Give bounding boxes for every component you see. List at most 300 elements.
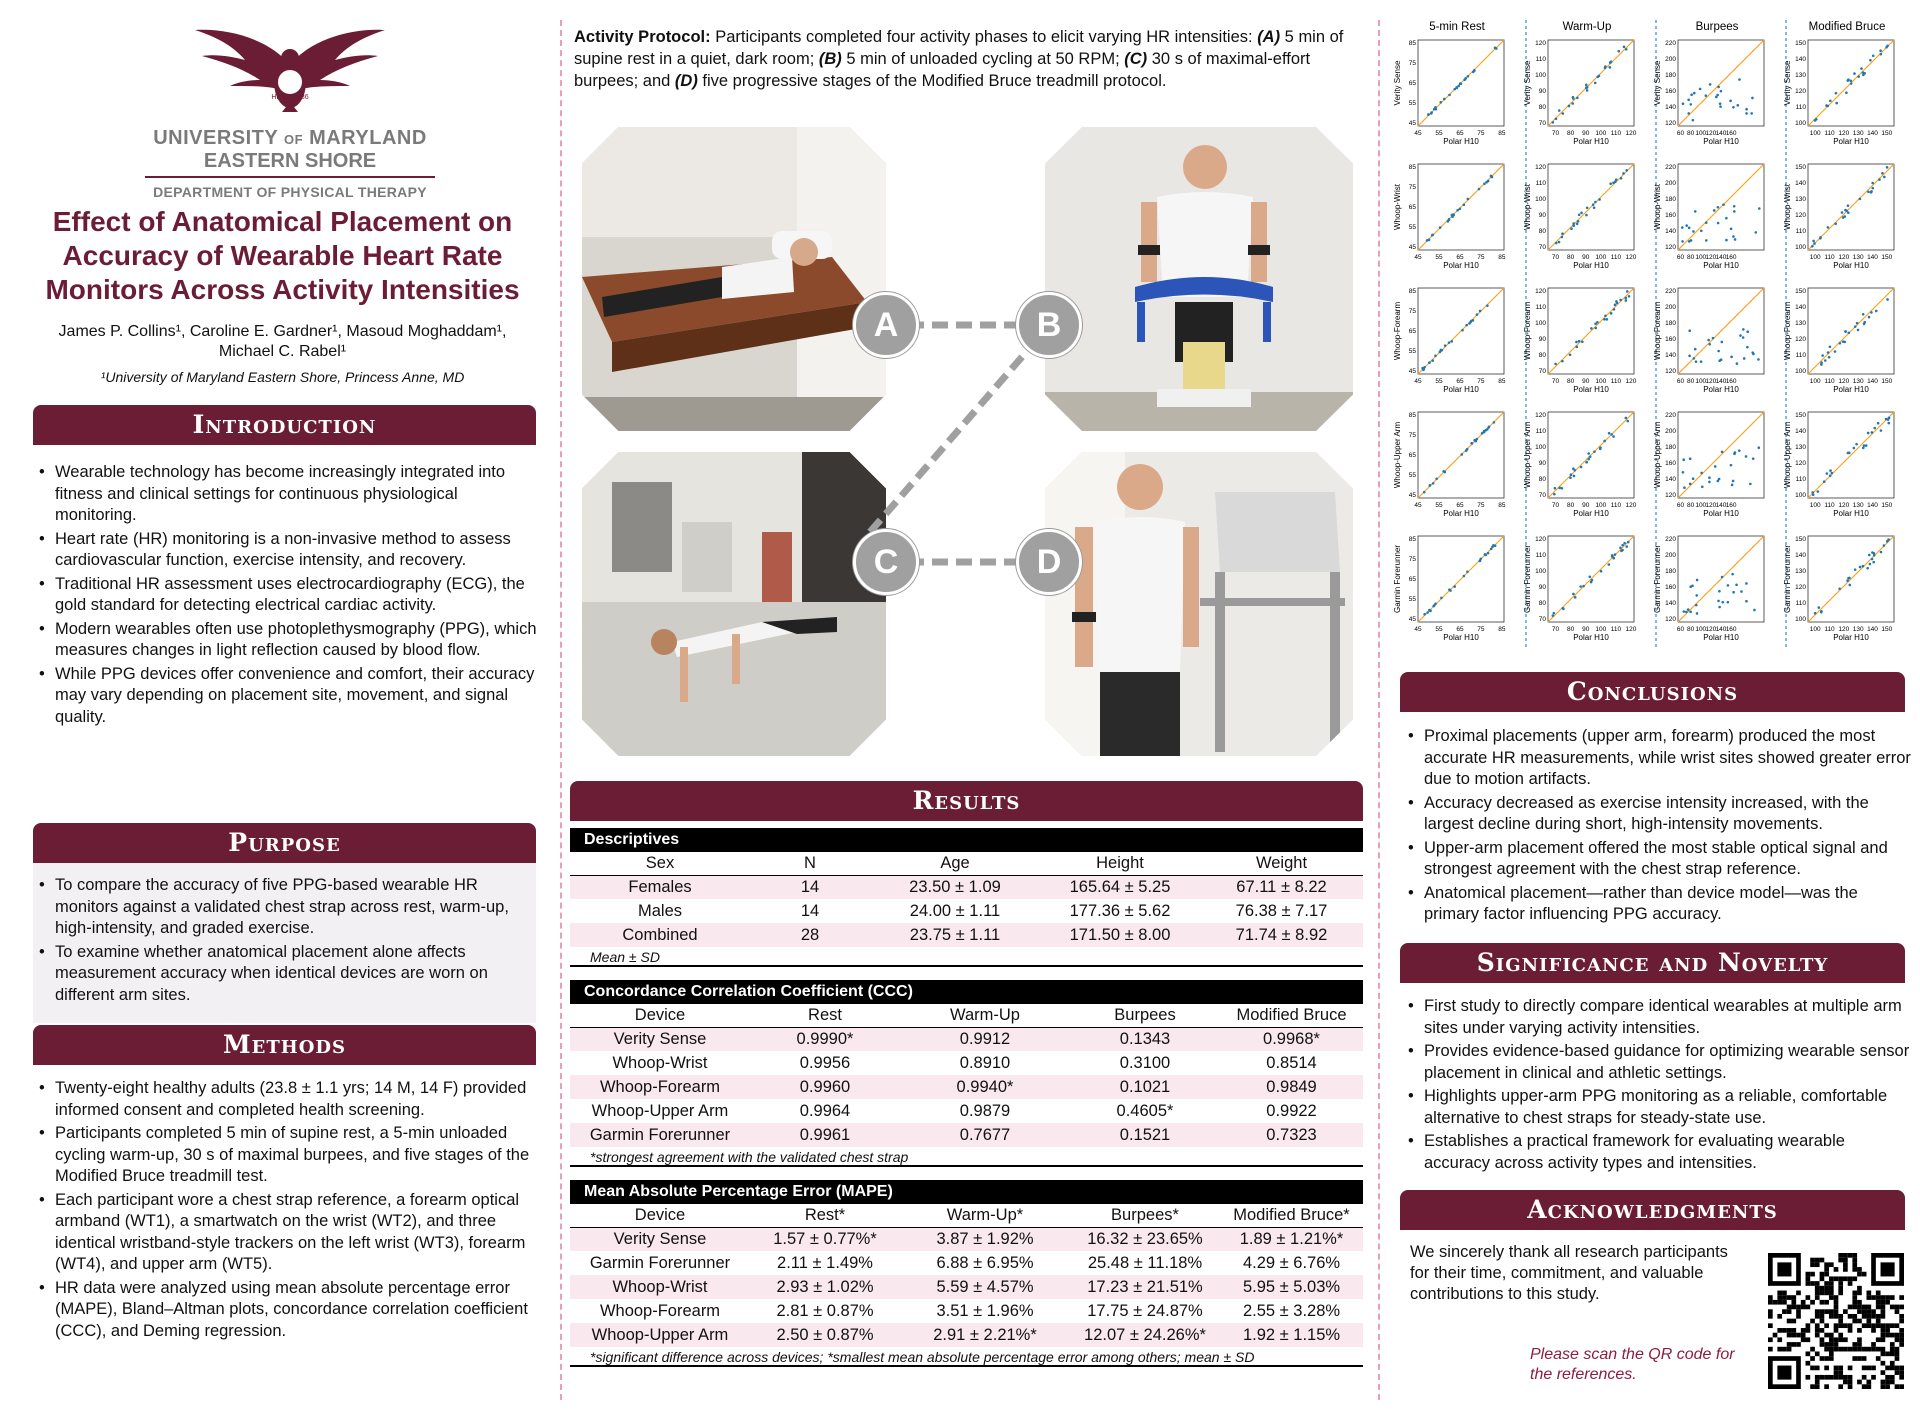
- scatter-point: [1730, 228, 1733, 231]
- x-tick-label: 140: [1867, 378, 1878, 385]
- methods-heading: Methods: [33, 1025, 536, 1065]
- ccc-table: [570, 980, 1363, 1167]
- scatter-point: [1466, 570, 1469, 573]
- column-header: Device: [570, 1004, 750, 1027]
- scatter-point: [1713, 209, 1716, 212]
- x-tick-label: 140: [1867, 502, 1878, 509]
- activity-protocol: Activity Protocol: Participants completed four activity phases to elicit varying HR intensities: (A) 5 min of supine rest in a quiet, dark room; (B) 5 min of unloaded cycling at 50 RPM; (C) 30 s of maximal-effort burpees; and (D) five progressive stages of the Modified Bruce treadmill protocol.: [574, 28, 1344, 90]
- y-tick-label: 150: [1795, 536, 1806, 543]
- x-tick-label: 70: [1551, 254, 1560, 261]
- table-cell: 0.7323: [1220, 1123, 1363, 1147]
- y-tick-label: 140: [1665, 228, 1676, 235]
- table-cell: 171.50 ± 8.00: [1040, 923, 1200, 947]
- y-axis-label: Verity Sense: [1653, 60, 1662, 106]
- scatter-point: [1465, 324, 1468, 327]
- scatter-point: [1689, 483, 1692, 486]
- x-tick-label: 130: [1852, 626, 1864, 633]
- x-tick-label: 100: [1695, 254, 1707, 261]
- table-cell: 4.29 ± 6.76%: [1242, 1253, 1341, 1272]
- scatter-point: [1694, 210, 1697, 213]
- scatter-point: [1757, 358, 1760, 361]
- y-tick-label: 80: [1538, 104, 1546, 111]
- table-cell: 1.92 ± 1.15%: [1220, 1323, 1363, 1347]
- qr-scan-note: Please scan the QR code for the references.: [1530, 1346, 1735, 1383]
- x-tick-label: 90: [1582, 378, 1590, 385]
- scatter-point: [1692, 230, 1695, 233]
- table-cell: Females: [570, 875, 750, 899]
- methods-item: • Participants completed 5 min of supine rest, a 5-min unloaded cycling warm-up, 30 s of maximal burpees, and five stages of the Modified Bruce treadmill test.: [33, 1123, 543, 1188]
- scatter-point: [1887, 538, 1890, 541]
- scatter-point: [1886, 166, 1889, 169]
- significance-heading: Significance and Novelty: [1400, 943, 1905, 983]
- mape-row: [570, 1251, 1363, 1275]
- scatter-point: [1885, 418, 1888, 421]
- x-tick-label: 100: [1809, 626, 1821, 633]
- scatter-point: [1705, 94, 1708, 97]
- scatter-panel: [1653, 164, 1764, 270]
- y-tick-label: 160: [1665, 88, 1676, 95]
- scatter-point: [1430, 111, 1433, 114]
- y-tick-label: 55: [1408, 224, 1416, 231]
- scatter-panel: [1783, 288, 1894, 394]
- scatter-point: [1463, 78, 1466, 81]
- scatter-point: [1758, 207, 1761, 210]
- authors: James P. Collins¹, Caroline E. Gardner¹, Masoud Moghaddam¹, Michael C. Rabel¹: [58, 323, 507, 360]
- x-tick-label: 120: [1625, 626, 1637, 633]
- scatter-point: [1883, 544, 1886, 547]
- y-tick-label: 140: [1795, 56, 1806, 63]
- scatter-point: [1732, 235, 1735, 238]
- scatter-point: [1625, 417, 1628, 420]
- scatter-point: [1572, 593, 1575, 596]
- x-tick-label: 100: [1695, 626, 1707, 633]
- scatter-point: [1880, 429, 1883, 432]
- scatter-point: [1682, 102, 1685, 105]
- scatter-point: [1872, 54, 1875, 57]
- table-cell: 12.07 ± 24.26%*: [1070, 1323, 1220, 1347]
- x-tick-label: 65: [1456, 378, 1464, 385]
- x-tick-label: 45: [1414, 626, 1422, 633]
- scatter-point: [1428, 361, 1431, 364]
- scatter-point: [1450, 340, 1453, 343]
- scatter-point: [1868, 316, 1871, 319]
- methods-item: • HR data were analyzed using mean absolute percentage error (MAPE), Bland–Altman plots, concordance correlation coefficient (CCC), and Deming regression.: [33, 1278, 543, 1343]
- x-axis-label: Polar H10: [1443, 385, 1479, 394]
- scatter-point: [1682, 471, 1685, 474]
- scatter-point: [1691, 584, 1694, 587]
- x-tick-label: 110: [1610, 254, 1622, 261]
- scatter-point: [1696, 579, 1699, 582]
- scatter-point: [1829, 99, 1832, 102]
- y-tick-label: 220: [1665, 536, 1676, 543]
- x-tick-label: 80: [1567, 626, 1575, 633]
- scatter-point: [1814, 612, 1817, 615]
- scatter-point: [1829, 474, 1832, 477]
- scatter-point: [1700, 360, 1703, 363]
- conclusions-item: • Accuracy decreased as exercise intensity increased, with the largest decline during short, high-intensity movements.: [1402, 793, 1912, 836]
- scatter-point: [1620, 550, 1623, 553]
- scatter-column-title: Modified Bruce: [1808, 21, 1886, 33]
- column-header: Warm-Up*: [900, 1204, 1070, 1227]
- conclusions-item: • Proximal placements (upper arm, forearm) produced the most accurate HR measurements, while wrist sites showed greater error due to motion artifacts.: [1402, 726, 1912, 791]
- scatter-point: [1811, 491, 1814, 494]
- scatter-point: [1880, 551, 1883, 554]
- table-cell: 0.8514: [1266, 1053, 1317, 1072]
- y-tick-label: 130: [1795, 196, 1806, 203]
- x-tick-label: 55: [1435, 502, 1443, 509]
- x-tick-label: 120: [1705, 378, 1717, 385]
- scatter-point: [1860, 67, 1863, 70]
- scatter-point: [1733, 205, 1736, 208]
- table-cell: 2.11 ± 1.49%: [777, 1253, 873, 1272]
- x-tick-label: 100: [1695, 130, 1707, 137]
- scatter-point: [1608, 432, 1611, 435]
- y-tick-label: 220: [1665, 164, 1676, 171]
- y-tick-label: 85: [1408, 164, 1416, 171]
- x-tick-label: 130: [1852, 254, 1864, 261]
- x-tick-label: 80: [1687, 626, 1695, 633]
- scatter-point: [1463, 575, 1466, 578]
- y-tick-label: 120: [1665, 244, 1676, 251]
- scatter-point: [1617, 50, 1620, 53]
- scatter-point: [1850, 82, 1853, 85]
- scatter-point: [1577, 220, 1580, 223]
- x-tick-label: 110: [1824, 502, 1835, 509]
- table-cell: 0.8910: [959, 1053, 1011, 1072]
- scatter-point: [1490, 175, 1493, 178]
- scatter-point: [1721, 341, 1724, 344]
- scatter-point: [1835, 102, 1838, 105]
- scatter-point: [1695, 604, 1698, 607]
- scatter-point: [1699, 88, 1702, 91]
- scatter-point: [1742, 336, 1745, 339]
- table-cell: 0.9956: [799, 1053, 851, 1072]
- left-column: [0, 0, 560, 1420]
- y-tick-label: 160: [1665, 336, 1676, 343]
- scatter-point: [1625, 545, 1628, 548]
- introduction-item: • Traditional HR assessment uses electrocardiography (ECG), the gold standard for detecting electrical cardiac activity.: [33, 574, 543, 617]
- scatter-point: [1689, 611, 1692, 614]
- y-tick-label: 180: [1665, 568, 1676, 575]
- scatter-panel: [1393, 40, 1506, 146]
- x-axis-label: Polar H10: [1833, 633, 1869, 642]
- scatter-point: [1494, 544, 1497, 547]
- scatter-point: [1850, 79, 1853, 82]
- y-tick-label: 110: [1535, 552, 1546, 559]
- qr-code-icon[interactable]: [1768, 1253, 1904, 1389]
- purpose-heading: Purpose: [33, 823, 536, 863]
- scatter-point: [1683, 486, 1686, 489]
- column-header: Weight: [1200, 852, 1363, 875]
- y-tick-label: 70: [1538, 368, 1546, 375]
- methods-section: [33, 1078, 543, 1344]
- significance-item: • Provides evidence-based guidance for optimizing wearable sensor placement in clinical and athletic settings.: [1402, 1041, 1912, 1084]
- scatter-point: [1863, 444, 1866, 447]
- y-tick-label: 65: [1408, 328, 1416, 335]
- y-tick-label: 70: [1538, 244, 1546, 251]
- scatter-point: [1734, 238, 1737, 241]
- scatter-panel: [1393, 288, 1506, 394]
- x-tick-label: 85: [1498, 626, 1506, 633]
- scatter-point: [1596, 76, 1599, 79]
- x-tick-label: 90: [1582, 254, 1590, 261]
- scatter-point: [1586, 89, 1589, 92]
- y-tick-label: 80: [1538, 476, 1546, 483]
- scatter-point: [1854, 325, 1857, 328]
- scatter-point: [1478, 188, 1481, 191]
- significance-item: • Establishes a practical framework for evaluating wearable accuracy across activity types and intensities.: [1402, 1131, 1912, 1174]
- table-cell: 25.48 ± 11.18%: [1087, 1253, 1203, 1272]
- scatter-point: [1854, 568, 1857, 571]
- y-tick-label: 220: [1665, 40, 1676, 47]
- table-cell: 0.9964: [799, 1101, 851, 1120]
- scatter-point: [1717, 86, 1720, 89]
- scatter-point: [1721, 576, 1724, 579]
- scatter-point: [1739, 334, 1742, 337]
- descriptives-row: [570, 899, 1363, 923]
- scatter-point: [1873, 427, 1876, 430]
- x-axis-label: Polar H10: [1573, 137, 1609, 146]
- x-tick-label: 75: [1477, 254, 1485, 261]
- scatter-point: [1448, 94, 1451, 97]
- x-tick-label: 120: [1625, 130, 1637, 137]
- phase-c-marker: C: [853, 529, 919, 595]
- y-tick-label: 160: [1665, 460, 1676, 467]
- x-tick-label: 60: [1676, 626, 1685, 633]
- scatter-point: [1455, 87, 1458, 90]
- scatter-point: [1453, 585, 1456, 588]
- table-cell: Whoop-Upper Arm: [570, 1323, 750, 1347]
- table-cell: Whoop-Forearm: [599, 1301, 721, 1320]
- x-axis-label: Polar H10: [1573, 509, 1609, 518]
- x-tick-label: 130: [1852, 502, 1864, 509]
- scatter-point: [1826, 472, 1829, 475]
- x-tick-label: 110: [1610, 502, 1622, 509]
- scatter-panel: [1783, 412, 1894, 518]
- scatter-point: [1863, 323, 1866, 326]
- table-cell: 5.59 ± 4.57%: [900, 1275, 1070, 1299]
- scatter-point: [1859, 198, 1862, 201]
- scatter-point: [1431, 359, 1434, 362]
- table-cell: 2.93 ± 1.02%: [750, 1275, 900, 1299]
- scatter-point: [1695, 360, 1698, 363]
- x-tick-label: 120: [1838, 130, 1850, 137]
- y-tick-label: 100: [1795, 368, 1806, 375]
- x-axis-label: Polar H10: [1573, 633, 1609, 642]
- table-cell: 0.9990*: [750, 1027, 900, 1051]
- y-tick-label: 130: [1795, 568, 1806, 575]
- scatter-point: [1620, 177, 1623, 180]
- scatter-point: [1727, 601, 1730, 604]
- university-name-line1: UNIVERSITY OF MARYLAND: [153, 127, 427, 149]
- table-cell: 2.81 ± 0.87%: [776, 1301, 874, 1320]
- scatter-point: [1831, 472, 1834, 475]
- table-cell: 0.7677: [900, 1123, 1070, 1147]
- descriptives-title: Descriptives: [570, 828, 1363, 852]
- x-axis-label: Polar H10: [1703, 385, 1739, 394]
- scatter-point: [1817, 490, 1820, 493]
- scatter-point: [1758, 446, 1761, 449]
- scatter-point: [1478, 560, 1481, 563]
- x-tick-label: 60: [1676, 502, 1685, 509]
- x-tick-label: 110: [1610, 130, 1622, 137]
- x-tick-label: 75: [1477, 626, 1485, 633]
- y-tick-label: 120: [1535, 288, 1546, 295]
- scatter-point: [1841, 211, 1844, 214]
- x-tick-label: 160: [1725, 502, 1737, 509]
- table-cell: 28: [750, 923, 870, 947]
- x-tick-label: 120: [1625, 254, 1637, 261]
- scatter-point: [1687, 112, 1690, 115]
- scatter-point: [1628, 295, 1631, 298]
- scatter-point: [1877, 422, 1880, 425]
- significance-list: [1402, 996, 1912, 1174]
- affiliation: ¹University of Maryland Eastern Shore, Princess Anne, MD: [100, 369, 465, 385]
- table-cell: 0.4605*: [1116, 1101, 1174, 1120]
- scatter-point: [1829, 469, 1832, 472]
- y-axis-label: Verity Sense: [1523, 60, 1532, 106]
- scatter-point: [1730, 356, 1733, 359]
- scatter-point: [1472, 319, 1475, 322]
- y-tick-label: 130: [1795, 72, 1806, 79]
- x-tick-label: 75: [1477, 502, 1485, 509]
- y-axis-label: Whoop-Upper Arm: [1393, 421, 1402, 489]
- scatter-point: [1627, 541, 1630, 544]
- scatter-point: [1870, 311, 1873, 314]
- x-tick-label: 150: [1881, 378, 1893, 385]
- scatter-point: [1456, 209, 1459, 212]
- scatter-point: [1685, 224, 1688, 227]
- y-tick-label: 120: [1795, 88, 1806, 95]
- scatter-point: [1594, 82, 1597, 85]
- table-cell: Whoop-Upper Arm: [591, 1101, 729, 1120]
- x-axis-label: Polar H10: [1573, 385, 1609, 394]
- scatter-point: [1423, 613, 1426, 616]
- introduction-heading: Introduction: [33, 405, 536, 445]
- y-tick-label: 85: [1408, 288, 1416, 295]
- hawk-logo-icon: [190, 20, 390, 120]
- y-tick-label: 120: [1665, 492, 1676, 499]
- scatter-point: [1558, 487, 1561, 490]
- x-tick-label: 130: [1852, 378, 1864, 385]
- x-tick-label: 80: [1567, 130, 1575, 137]
- y-tick-label: 100: [1795, 244, 1806, 251]
- x-tick-label: 150: [1881, 130, 1893, 137]
- results-heading: Results: [570, 781, 1363, 821]
- scatter-point: [1603, 440, 1606, 443]
- x-axis-label: Polar H10: [1703, 261, 1739, 270]
- scatter-point: [1578, 213, 1581, 216]
- scatter-point: [1848, 577, 1851, 580]
- scatter-point: [1827, 351, 1830, 354]
- x-tick-label: 90: [1582, 130, 1590, 137]
- y-tick-label: 55: [1408, 100, 1416, 107]
- scatter-point: [1853, 72, 1856, 75]
- table-cell: 17.75 ± 24.87%: [1087, 1301, 1203, 1320]
- scatter-point: [1423, 491, 1426, 494]
- scatter-panel: [1393, 164, 1506, 270]
- scatter-panel: [1653, 40, 1764, 146]
- table-cell: 17.23 ± 21.51%: [1070, 1275, 1220, 1299]
- y-tick-label: 100: [1535, 444, 1546, 451]
- y-tick-label: 110: [1795, 228, 1806, 235]
- y-tick-label: 120: [1795, 584, 1806, 591]
- scatter-point: [1750, 112, 1753, 115]
- x-tick-label: 160: [1725, 130, 1737, 137]
- y-tick-label: 80: [1538, 228, 1546, 235]
- x-tick-label: 65: [1456, 254, 1464, 261]
- scatter-point: [1730, 464, 1733, 467]
- scatter-point: [1625, 169, 1628, 172]
- x-tick-label: 150: [1881, 502, 1893, 509]
- scatter-point: [1490, 548, 1493, 551]
- y-tick-label: 140: [1665, 600, 1676, 607]
- ccc-row: [570, 1027, 1363, 1051]
- y-tick-label: 100: [1535, 568, 1546, 575]
- scatter-point: [1623, 542, 1626, 545]
- y-tick-label: 120: [1665, 120, 1676, 127]
- y-tick-label: 110: [1795, 104, 1806, 111]
- scatter-point: [1568, 105, 1571, 108]
- x-tick-label: 45: [1414, 254, 1422, 261]
- scatter-point: [1467, 198, 1470, 201]
- scatter-point: [1821, 354, 1824, 357]
- x-tick-label: 140: [1867, 254, 1878, 261]
- scatter-point: [1735, 583, 1738, 586]
- y-tick-label: 140: [1795, 552, 1806, 559]
- descriptives-row: [570, 875, 1363, 899]
- scatter-point: [1824, 359, 1827, 362]
- department-name: DEPARTMENT OF PHYSICAL THERAPY: [153, 184, 427, 200]
- x-tick-label: 120: [1838, 378, 1850, 385]
- y-tick-label: 70: [1538, 616, 1546, 623]
- scatter-point: [1738, 78, 1741, 81]
- y-tick-label: 55: [1408, 472, 1416, 479]
- scatter-point: [1589, 575, 1592, 578]
- y-tick-label: 180: [1665, 72, 1676, 79]
- scatter-point: [1811, 245, 1814, 248]
- x-tick-label: 160: [1725, 254, 1737, 261]
- x-axis-label: Polar H10: [1443, 633, 1479, 642]
- scatter-point: [1582, 585, 1585, 588]
- y-axis-label: Whoop-Forearm: [1393, 301, 1402, 361]
- scatter-point: [1687, 99, 1690, 102]
- scatter-point: [1479, 310, 1482, 313]
- scatter-point: [1428, 238, 1431, 241]
- column-header: Modified Bruce*: [1220, 1204, 1363, 1227]
- logo-divider: [145, 176, 435, 178]
- scatter-point: [1687, 608, 1690, 611]
- table-cell: 1.89 ± 1.21%*: [1220, 1227, 1363, 1251]
- scatter-point: [1444, 344, 1447, 347]
- y-axis-label: Whoop-Upper Arm: [1523, 421, 1532, 489]
- scatter-point: [1869, 563, 1872, 566]
- scatter-panel: [1783, 536, 1894, 642]
- mape-note: *significant difference across devices; *smallest mean absolute percentage error among others; mean ± SD: [570, 1347, 1363, 1367]
- scatter-point: [1599, 448, 1602, 451]
- scatter-point: [1578, 340, 1581, 343]
- scatter-point: [1719, 102, 1722, 105]
- scatter-point: [1867, 432, 1870, 435]
- scatter-point: [1752, 353, 1755, 356]
- scatter-point: [1476, 438, 1479, 441]
- scatter-point: [1422, 369, 1425, 372]
- x-tick-label: 120: [1705, 130, 1717, 137]
- scatter-point: [1742, 328, 1745, 331]
- y-tick-label: 120: [1535, 536, 1546, 543]
- significance-section: [1402, 996, 1912, 1176]
- scatter-point: [1614, 553, 1617, 556]
